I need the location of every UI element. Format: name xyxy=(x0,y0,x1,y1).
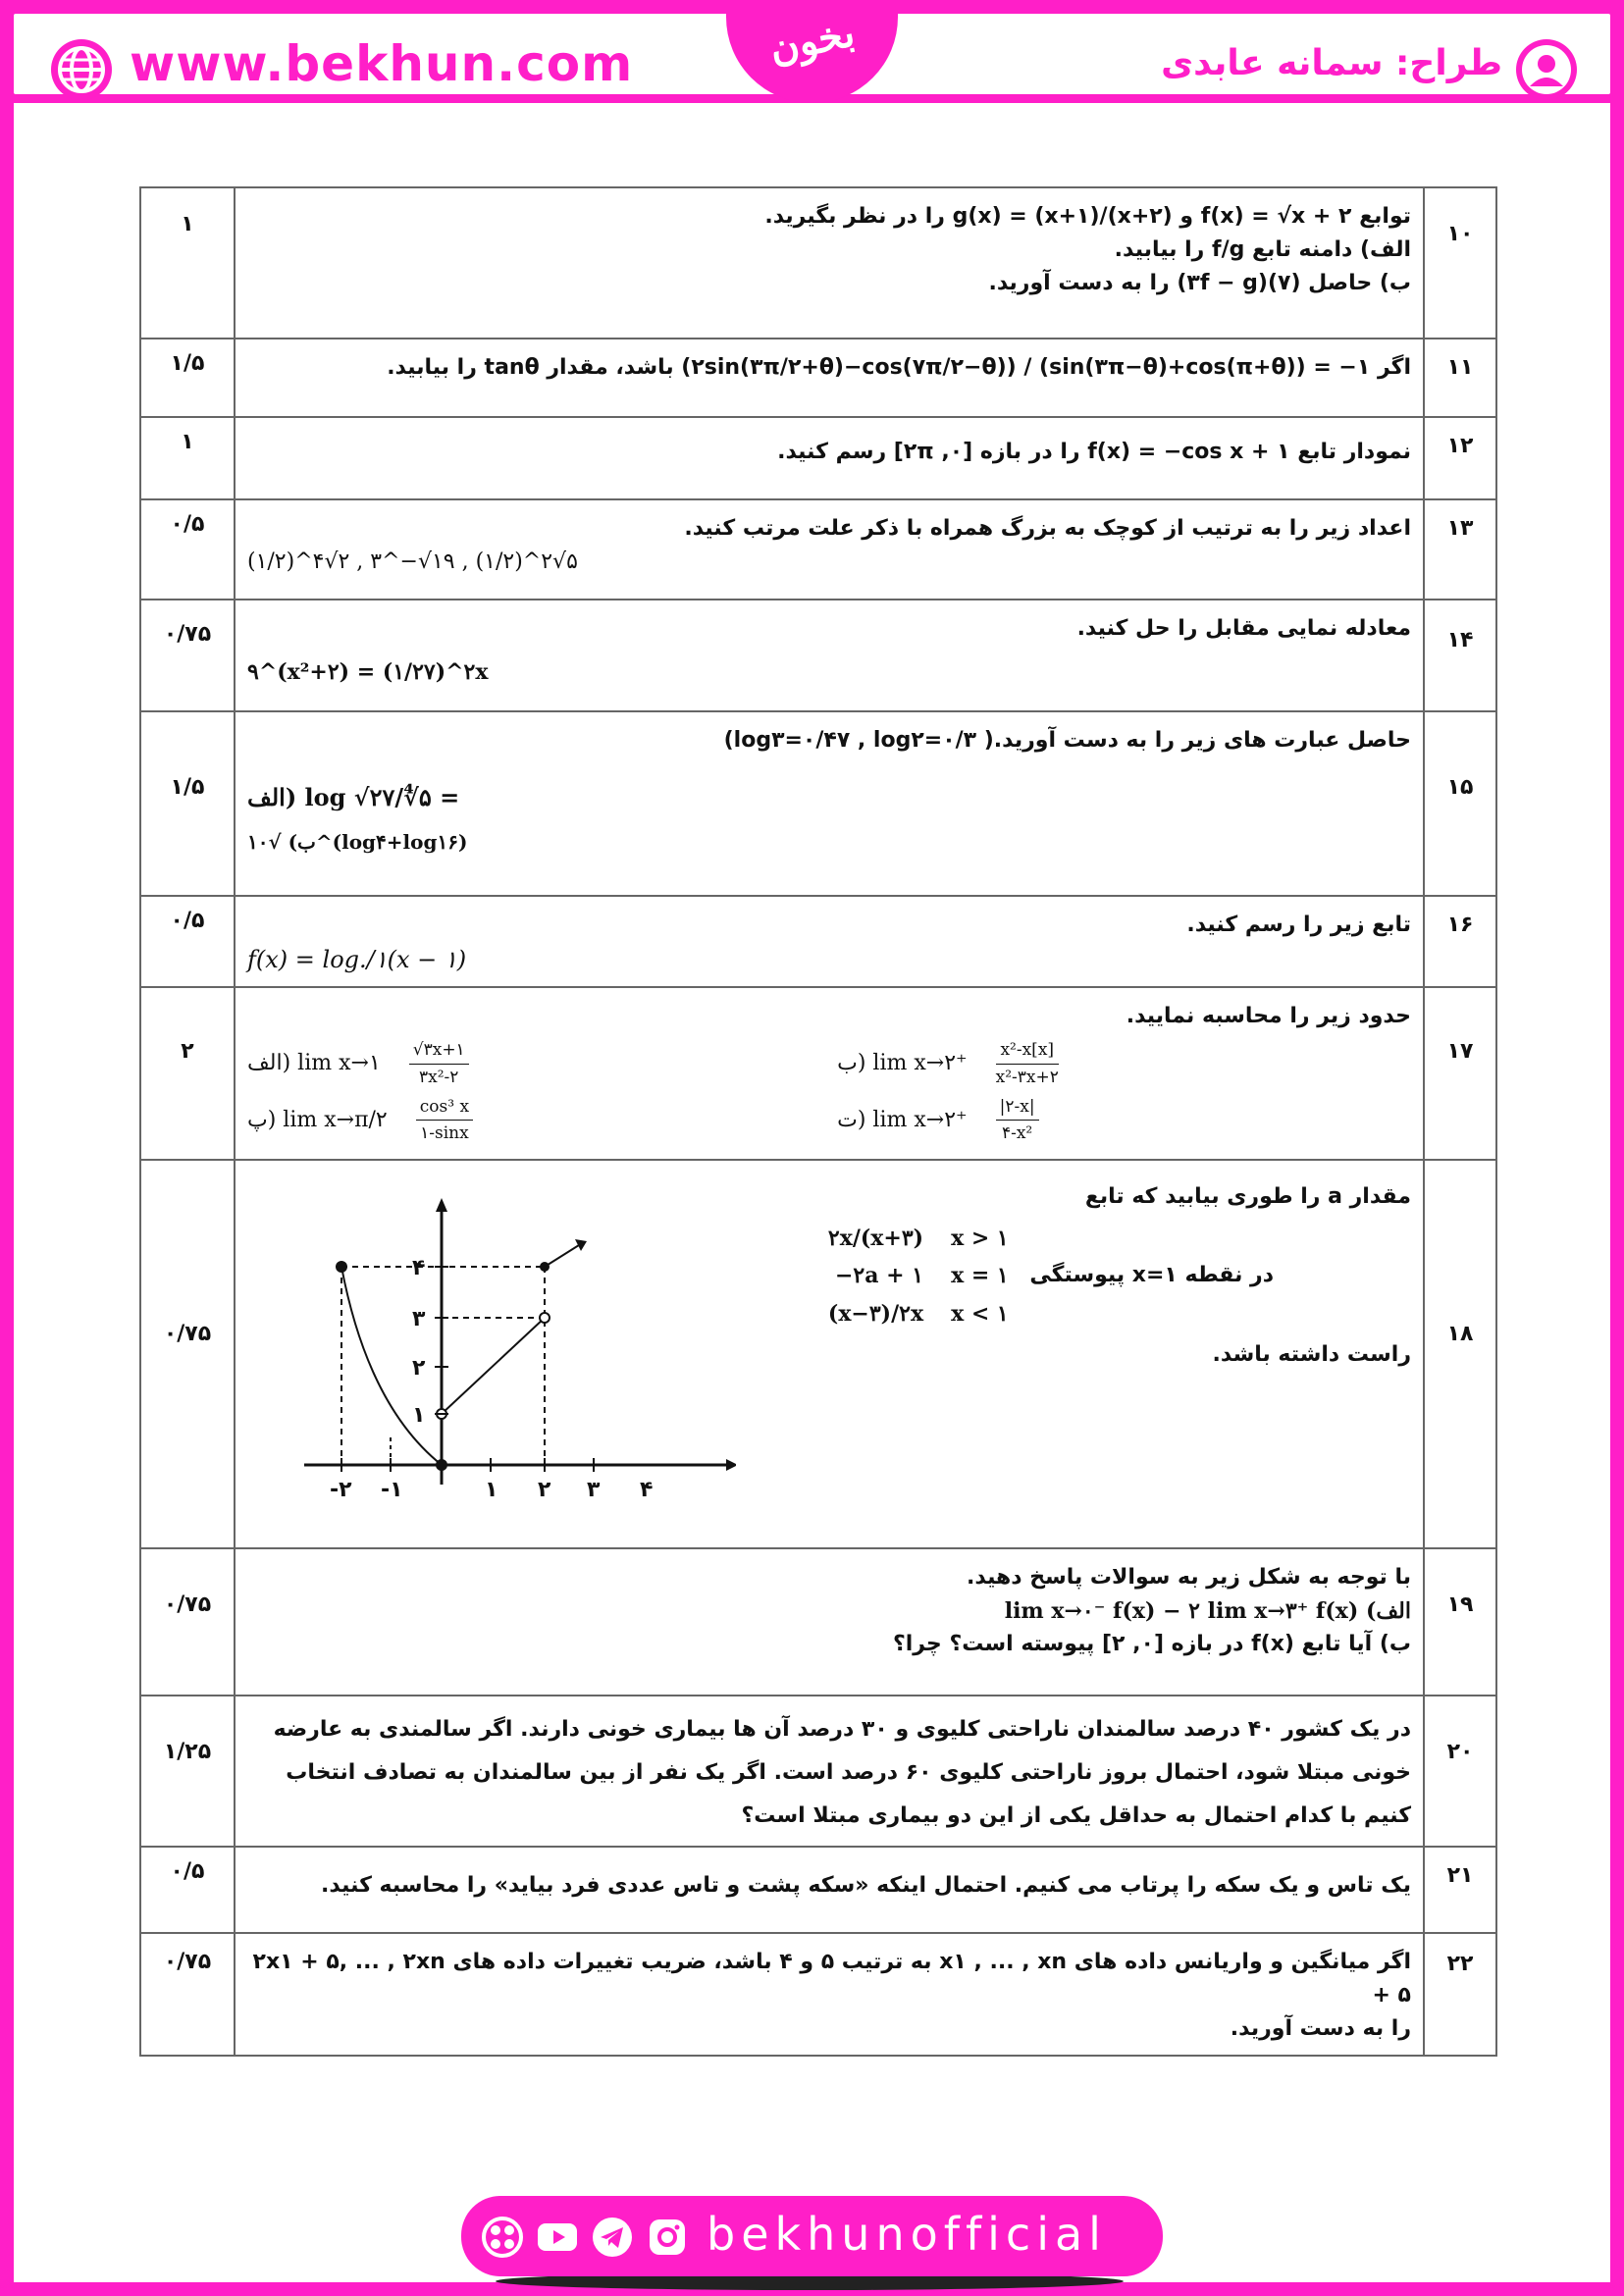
x-tick-label: ۳ xyxy=(587,1478,601,1503)
limit-d xyxy=(837,1094,1382,1147)
limit-b xyxy=(837,1037,1382,1090)
question-number: ۱۸ xyxy=(1424,1160,1496,1548)
piecewise-line xyxy=(736,1214,1411,1337)
question-row xyxy=(140,987,1496,1160)
expression: الف) log √۲۷/∜۵ = xyxy=(247,783,460,812)
question-text: اگر میانگین و واریانس داده های x۱ , ... , xn به ترتیب ۵ و ۴ باشد، ضریب تغییرات داده های ۲x۱ + ۵, ... , ۲xn + ۵ xyxy=(252,1950,1411,2009)
question-text: در یک کشور ۴۰ درصد سالمندان ناراحتی کلیوی و ۳۰ درصد آن ها بیماری خونی دارند. اگر سالمندی به عارضه خونی مبتلا شود، احتمال بروز ناراحتی کلیوی ۶۰ درصد است. اگر یک نفر از بین سالمندان به تصادف انتخاب کنیم با کدام احتمال به حداقل یکی از این دو بیماری مبتلا است؟ xyxy=(273,1717,1411,1829)
question-row xyxy=(140,1933,1496,2055)
limit-label: ب) lim x→۲⁺ xyxy=(837,1051,968,1076)
header-bar xyxy=(0,0,1624,103)
limits-row xyxy=(247,1033,1411,1090)
question-score: ۱ xyxy=(140,187,235,339)
expression: ب) √۱۰^(log۴+log۱۶) xyxy=(247,830,468,855)
graph-figure xyxy=(247,1180,736,1515)
question-row xyxy=(140,711,1496,896)
x-tick-label: ۴ xyxy=(640,1478,654,1503)
filled-point xyxy=(540,1262,550,1272)
telegram-icon[interactable] xyxy=(591,2216,634,2259)
globe-icon xyxy=(47,35,116,104)
question-score: ۰/۵ xyxy=(140,896,235,987)
ray-arrow xyxy=(575,1239,587,1251)
x-tick-label: ۱ xyxy=(485,1478,498,1503)
question-number: ۱۳ xyxy=(1424,499,1496,600)
question-score: ۱/۵ xyxy=(140,339,235,417)
question-text: نمودار تابع ۱ + f(x) = −cos x را در بازه [۰, ۲π] رسم کنید. xyxy=(777,440,1411,464)
question-body xyxy=(235,711,1424,896)
numerator: |۲-x| xyxy=(996,1094,1039,1121)
question-text: را به دست آورید. xyxy=(1230,2016,1411,2042)
question-score: ۲ xyxy=(140,987,235,1160)
question-number: ۱۷ xyxy=(1424,987,1496,1160)
question-text: تابع زیر را رسم کنید. xyxy=(1186,913,1411,937)
denominator: ۳x²-۲ xyxy=(419,1067,459,1087)
limit-a xyxy=(247,1037,792,1090)
numerator: x²-x[x] xyxy=(996,1037,1059,1064)
x-tick-label: -۱ xyxy=(381,1478,403,1503)
question-number: ۱۹ xyxy=(1424,1548,1496,1696)
denominator: x²-۳x+۲ xyxy=(995,1067,1059,1087)
question-text: الف) دامنه تابع f/g را بیابید. xyxy=(1114,237,1411,263)
piecewise-cases xyxy=(814,1220,1022,1331)
question-row xyxy=(140,1696,1496,1847)
fraction xyxy=(416,1094,473,1147)
question-text: اعداد زیر را به ترتیب از کوچک به بزرگ همراه با ذکر علت مرتب کنید. xyxy=(684,516,1411,541)
question-number: ۱۶ xyxy=(1424,896,1496,987)
question-row xyxy=(140,600,1496,711)
limit-label: پ) lim x→π/۲ xyxy=(247,1107,388,1132)
question-text: حاصل عبارت های زیر را به دست آورید.( log۳=۰/۴۷ , log۲=۰/۳) xyxy=(723,728,1411,753)
expression: ۹^(x²+۲) = (۱/۲۷)^۲x xyxy=(247,659,489,686)
denominator: ۱-sinx xyxy=(420,1123,469,1144)
curve-left xyxy=(341,1267,442,1465)
question-text: در نقطه x=۱ پیوستگی xyxy=(1029,1263,1274,1288)
question-text: یک تاس و یک سکه را پرتاب می کنیم. احتمال اینکه «سکه پشت و تاس عددی فرد بیاید» را محاسبه کنید. xyxy=(321,1873,1411,1899)
y-tick-label: ۲ xyxy=(412,1356,426,1382)
question-number: ۱۱ xyxy=(1424,339,1496,417)
fraction xyxy=(996,1094,1039,1147)
question-number: ۲۲ xyxy=(1424,1933,1496,2055)
youtube-icon[interactable] xyxy=(536,2216,579,2259)
question-body xyxy=(235,339,1424,417)
question-text: ب) آیا تابع f(x) در بازه [۰, ۲] پیوسته است؟ چرا؟ xyxy=(892,1632,1411,1657)
question-body xyxy=(235,417,1424,499)
designer-credit: طراح: سمانه عابدی xyxy=(1161,43,1502,83)
fraction xyxy=(996,1037,1059,1090)
questions-table xyxy=(139,186,1497,2057)
x-tick-label: -۲ xyxy=(330,1478,352,1503)
case-cond: x < ۱ xyxy=(951,1300,1009,1327)
question-number: ۲۱ xyxy=(1424,1847,1496,1933)
aparat-icon[interactable] xyxy=(481,2216,524,2259)
question-body xyxy=(235,600,1424,711)
question-row xyxy=(140,499,1496,600)
question-row xyxy=(140,417,1496,499)
ray xyxy=(545,1245,579,1267)
question-body xyxy=(235,1696,1424,1847)
question-row xyxy=(140,339,1496,417)
question-number: ۱۰ xyxy=(1424,187,1496,339)
question-row xyxy=(140,187,1496,339)
question-text: با توجه به شکل زیر به سوالات پاسخ دهید. xyxy=(967,1565,1411,1591)
question-text: معادله نمایی مقابل را حل کنید. xyxy=(1076,616,1411,641)
question-text: اگر ۱− = (sin(۳π−θ)+cos(π+θ)) / (۲sin(۳π/۲+θ)−cos(۷π/۲−θ)) باشد، مقدار tanθ را بیابید. xyxy=(387,355,1411,380)
question-text: ب) حاصل (۷)(۳f − g) را به دست آورید. xyxy=(988,271,1411,296)
question-body xyxy=(235,187,1424,339)
line-segment xyxy=(442,1318,545,1414)
y-tick-label: ۱ xyxy=(412,1403,426,1429)
denominator: ۴-x² xyxy=(1001,1123,1033,1144)
question-score: ۰/۵ xyxy=(140,499,235,600)
q18-text xyxy=(736,1180,1411,1515)
question-body xyxy=(235,896,1424,987)
y-tick-label: ۴ xyxy=(412,1256,426,1281)
question-text: راست داشته باشد. xyxy=(1212,1341,1411,1367)
limit-label: الف) lim x→۱ xyxy=(247,1051,381,1076)
question-number: ۲۰ xyxy=(1424,1696,1496,1847)
footer-bar xyxy=(461,2196,1163,2276)
question-number: ۱۵ xyxy=(1424,711,1496,896)
y-axis-arrow xyxy=(436,1198,447,1212)
question-score: ۰/۷۵ xyxy=(140,1933,235,2055)
question-score: ۰/۷۵ xyxy=(140,600,235,711)
case-expr: ۲x/(x+۳) xyxy=(827,1226,924,1252)
expression: (۱/۲)^۴√۲ , ۳^−√۱۹ , (۱/۲)^۲√۵ xyxy=(247,549,578,575)
question-body xyxy=(235,987,1424,1160)
social-handle[interactable]: bekhunofficial xyxy=(707,2208,1107,2261)
question-score: ۱/۲۵ xyxy=(140,1696,235,1847)
question-body xyxy=(235,1548,1424,1696)
question-score: ۰/۵ xyxy=(140,1847,235,1933)
filled-point xyxy=(336,1261,347,1273)
site-url[interactable]: www.bekhun.com xyxy=(130,35,634,92)
question-body xyxy=(235,499,1424,600)
numerator: √۳x+۱ xyxy=(409,1037,469,1064)
question-number: ۱۴ xyxy=(1424,600,1496,711)
numerator: cos³ x xyxy=(416,1094,473,1121)
filled-point xyxy=(436,1459,447,1471)
y-tick-label: ۳ xyxy=(412,1307,426,1332)
question-text: توابع ۲ + f(x) = √x و g(x) = (x+۱)/(x+۲) را در نظر بگیرید. xyxy=(764,204,1411,229)
limits-row xyxy=(247,1090,1411,1147)
x-tick-label: ۲ xyxy=(538,1478,551,1503)
limit-c xyxy=(247,1094,792,1147)
question-body xyxy=(235,1847,1424,1933)
q18-content xyxy=(247,1180,1411,1515)
question-number: ۱۲ xyxy=(1424,417,1496,499)
question-body xyxy=(235,1160,1424,1548)
question-row xyxy=(140,896,1496,987)
case-expr: −۲a + ۱ xyxy=(834,1263,924,1289)
open-point xyxy=(540,1313,550,1323)
question-row xyxy=(140,1548,1496,1696)
case-expr: (x−۳)/۲x xyxy=(827,1300,924,1327)
case-cond: x > ۱ xyxy=(951,1226,1009,1252)
case-cond: x = ۱ xyxy=(951,1263,1009,1289)
question-text: حدود زیر را محاسبه نمایید. xyxy=(1126,1004,1411,1029)
expression: f(x) = log./۱(x − ۱) xyxy=(247,946,467,974)
user-icon xyxy=(1512,35,1581,104)
question-row xyxy=(140,1847,1496,1933)
question-score: ۰/۷۵ xyxy=(140,1548,235,1696)
question-score: ۱/۵ xyxy=(140,711,235,896)
question-text: مقدار a را طوری بیابید که تابع xyxy=(1084,1184,1411,1210)
logo-text: بخون xyxy=(765,9,859,73)
limit-label: ت) lim x→۲⁺ xyxy=(837,1107,968,1132)
question-body xyxy=(235,1933,1424,2055)
x-axis-arrow xyxy=(726,1459,736,1471)
question-text: الف) lim x→۰⁻ f(x) − ۲ lim x→۳⁺ f(x) xyxy=(1004,1598,1411,1625)
question-row xyxy=(140,1160,1496,1548)
question-score: ۰/۷۵ xyxy=(140,1160,235,1548)
fraction xyxy=(409,1037,469,1090)
question-score: ۱ xyxy=(140,417,235,499)
instagram-icon[interactable] xyxy=(646,2216,689,2259)
piecewise-function xyxy=(814,1220,1022,1331)
function-graph xyxy=(285,1180,736,1504)
